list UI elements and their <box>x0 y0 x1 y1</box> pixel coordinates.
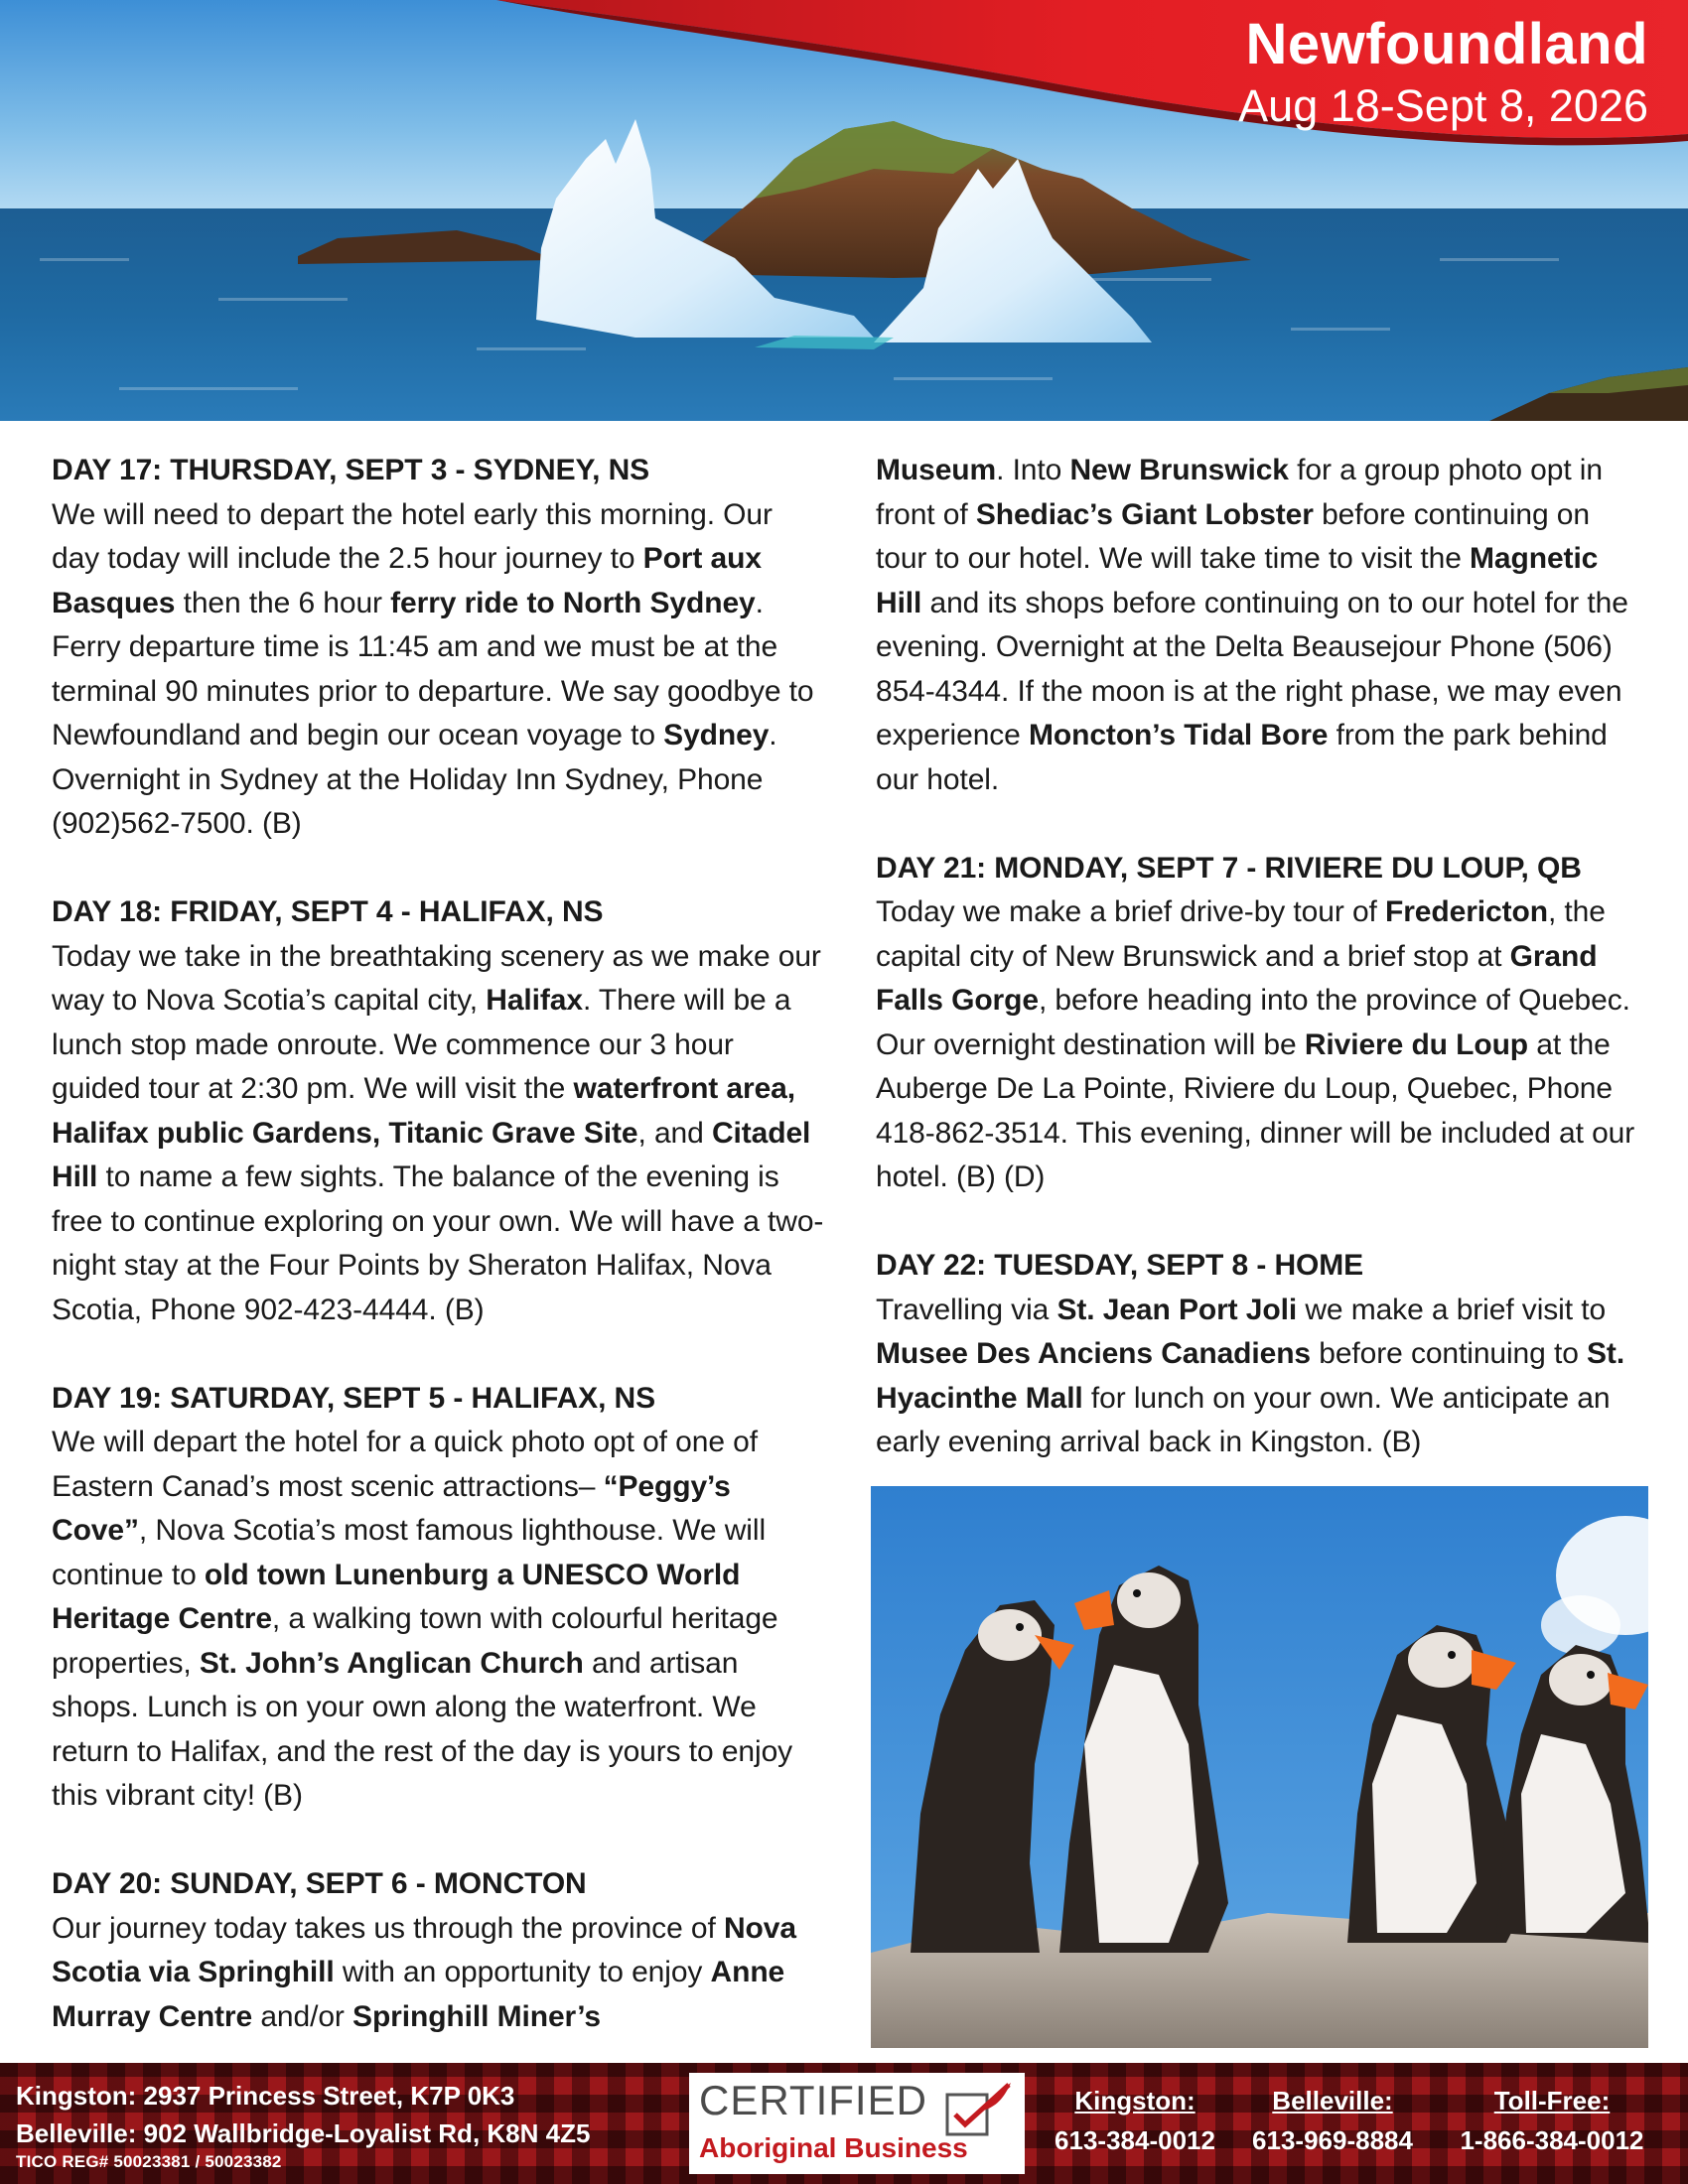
certified-text: CERTIFIED <box>699 2077 927 2123</box>
belleville-address: Belleville: 902 Wallbridge-Loyalist Rd, K8N 4Z5 <box>16 2118 591 2148</box>
footer-bar <box>0 2063 1688 2184</box>
tollfree-contact <box>1446 2081 1658 2160</box>
day-21 <box>876 847 1648 1200</box>
tollfree-phone-label: Toll-Free: <box>1493 2086 1611 2116</box>
belleville-phone-label: Belleville: <box>1272 2086 1393 2116</box>
day-19 <box>52 1377 826 1819</box>
tollfree-phone[interactable]: 1-866-384-0012 <box>1460 2125 1644 2155</box>
certified-aboriginal-business-logo <box>689 2073 1025 2174</box>
hero-image <box>0 0 1688 421</box>
kingston-contact <box>1051 2081 1219 2160</box>
day-20-continued <box>876 449 1648 802</box>
header-title-block <box>1238 10 1648 133</box>
tico-registration: TICO REG# 50023381 / 50023382 <box>16 2152 282 2171</box>
day-heading: DAY 19: SATURDAY, SEPT 5 - HALIFAX, NS <box>52 1381 656 1415</box>
feather-check-icon <box>943 2081 1013 2140</box>
day-body: Today we make a brief drive-by tour of Fredericton, the capital city of New Brunswick and a brief stop at Grand Falls Gorge, before heading into the province of Quebec. Our overnight destination will be Riviere du Loup at the Auberge De La Pointe, Riviere du Loup, Quebec, Phone 418-862-3514. This evening, dinner will be included at our hotel. (B) (D) <box>876 895 1635 1193</box>
day-body: We will need to depart the hotel early this morning. Our day today will include the 2.5 hour journey to Port aux Basques then the 6 hour ferry ride to North Sydney. Ferry departure time is 11:45 am and we must be at the terminal 90 minutes prior to departure. We say goodbye to Newfoundland and begin our ocean voyage to Sydney. Overnight in Sydney at the Holiday Inn Sydney, Phone (902)562-7500. (B) <box>52 497 814 840</box>
aboriginal-business-text: Aboriginal Business <box>699 2132 968 2163</box>
tour-dates: Aug 18-Sept 8, 2026 <box>1238 80 1648 131</box>
puffins-photo <box>871 1486 1648 2048</box>
day-22 <box>876 1244 1648 1465</box>
day-18 <box>52 890 826 1332</box>
day-body: Today we take in the breathtaking scenery as we make our way to Nova Scotia’s capital city, Halifax. There will be a lunch stop made onroute. We commence our 3 hour guided tour at 2:30 pm. We will visit the waterfront area, Halifax public Gardens, Titanic Grave Site, and Citadel Hill to name a few sights. The balance of the evening is free to continue exploring on your own. We will have a two-night stay at the Four Points by Sheraton Halifax, Nova Scotia, Phone 902-423-4444. (B) <box>52 939 824 1326</box>
kingston-phone-label: Kingston: <box>1074 2086 1196 2116</box>
day-heading: DAY 18: FRIDAY, SEPT 4 - HALIFAX, NS <box>52 895 604 928</box>
day-heading: DAY 22: TUESDAY, SEPT 8 - HOME <box>876 1249 1364 1282</box>
day-body: Travelling via St. Jean Port Joli we make a brief visit to Musee Des Anciens Canadiens before continuing to St. Hyacinthe Mall for lunch on your own. We anticipate an early evening arrival back in Kingston. (B) <box>876 1293 1625 1458</box>
puffins-image <box>871 1486 1648 2048</box>
day-20 <box>52 1862 826 2039</box>
belleville-phone[interactable]: 613-969-8884 <box>1252 2125 1413 2155</box>
itinerary-left-column <box>52 449 826 2084</box>
day-body: Museum. Into New Brunswick for a group photo opt in front of Shediac’s Giant Lobster before continuing on tour to our hotel. We will take time to visit the Magnetic Hill and its shops before continuing on to our hotel for the evening. Overnight at the Delta Beausejour Phone (506) 854-4344. If the moon is at the right phase, we may even experience Moncton’s Tidal Bore from the park behind our hotel. <box>876 454 1628 796</box>
day-17 <box>52 449 826 847</box>
day-heading: DAY 20: SUNDAY, SEPT 6 - MONCTON <box>52 1867 587 1900</box>
day-body: We will depart the hotel for a quick photo opt of one of Eastern Canad’s most scenic attractions– “Peggy’s Cove”, Nova Scotia’s most famous lighthouse. We will continue to old town Lunenburg a UNESCO World Heritage Centre, a walking town with colourful heritage properties, St. John’s Anglican Church and artisan shops. Lunch is on your own along the waterfront. We return to Halifax, and the rest of the day is yours to enjoy this vibrant city! (B) <box>52 1426 793 1812</box>
day-body: Our journey today takes us through the province of Nova Scotia via Springhill with an opportunity to enjoy Anne Murray Centre and/or Springhill Miner’s <box>52 1911 796 2033</box>
kingston-address: Kingston: 2937 Princess Street, K7P 0K3 <box>16 2081 515 2111</box>
itinerary-right-column <box>876 449 1648 1509</box>
belleville-contact <box>1247 2081 1418 2160</box>
day-heading: DAY 17: THURSDAY, SEPT 3 - SYDNEY, NS <box>52 454 650 486</box>
day-heading: DAY 21: MONDAY, SEPT 7 - RIVIERE DU LOUP, QB <box>876 851 1582 885</box>
kingston-phone[interactable]: 613-384-0012 <box>1055 2125 1215 2155</box>
tour-title: Newfoundland <box>1245 12 1648 76</box>
office-addresses <box>16 2077 590 2152</box>
